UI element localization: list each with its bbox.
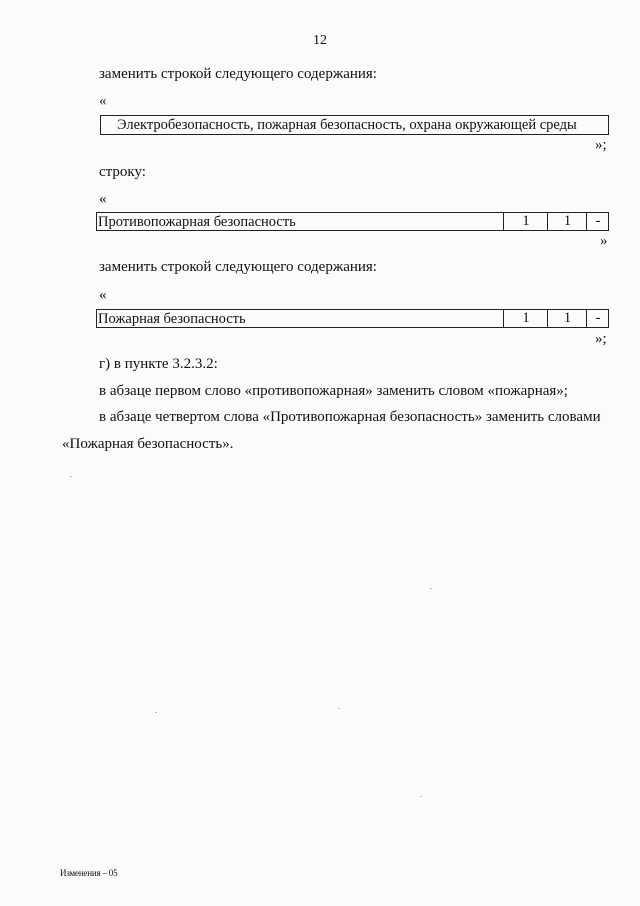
open-quote-3: « bbox=[99, 287, 107, 303]
table-row-fire-protection bbox=[96, 212, 609, 231]
table-row-electrosafety bbox=[100, 115, 609, 135]
row-title: Пожарная безопасность bbox=[98, 311, 246, 327]
page-number: 12 bbox=[313, 33, 327, 48]
row-title: Электробезопасность, пожарная безопасность, охрана окружающей среды bbox=[117, 117, 577, 133]
row-title: Противопожарная безопасность bbox=[98, 214, 296, 230]
row-cell-2: 1 bbox=[547, 310, 587, 327]
scan-speck bbox=[430, 588, 432, 589]
row-cell-2: 1 bbox=[547, 213, 587, 230]
open-quote-1: « bbox=[99, 93, 107, 109]
stroku-label: строку: bbox=[99, 164, 146, 180]
replace-instruction-2: заменить строкой следующего содержания: bbox=[99, 259, 377, 275]
scan-speck bbox=[338, 708, 340, 709]
item-g: г) в пункте 3.2.3.2: bbox=[99, 356, 218, 372]
row-cell-1: 1 bbox=[503, 310, 548, 327]
scan-speck bbox=[70, 476, 72, 477]
row-cell-1: 1 bbox=[503, 213, 548, 230]
close-quote-3: »; bbox=[595, 331, 607, 347]
row-cell-3: - bbox=[586, 213, 609, 230]
open-quote-2: « bbox=[99, 191, 107, 207]
paragraph-2-line-1: в абзаце четвертом слова «Противопожарная безопасность» заменить словами bbox=[99, 409, 601, 425]
close-quote-2: » bbox=[600, 233, 608, 249]
paragraph-2-line-2: «Пожарная безопасность». bbox=[62, 436, 234, 452]
close-quote-1: »; bbox=[595, 137, 607, 153]
table-row-fire-safety bbox=[96, 309, 609, 328]
replace-instruction-1: заменить строкой следующего содержания: bbox=[99, 66, 377, 82]
row-cell-3: - bbox=[586, 310, 609, 327]
scan-speck bbox=[420, 796, 422, 797]
scan-speck bbox=[155, 712, 157, 713]
paragraph-1: в абзаце первом слово «противопожарная» заменить словом «пожарная»; bbox=[99, 383, 568, 399]
footer-revision: Изменения – 05 bbox=[60, 868, 118, 878]
